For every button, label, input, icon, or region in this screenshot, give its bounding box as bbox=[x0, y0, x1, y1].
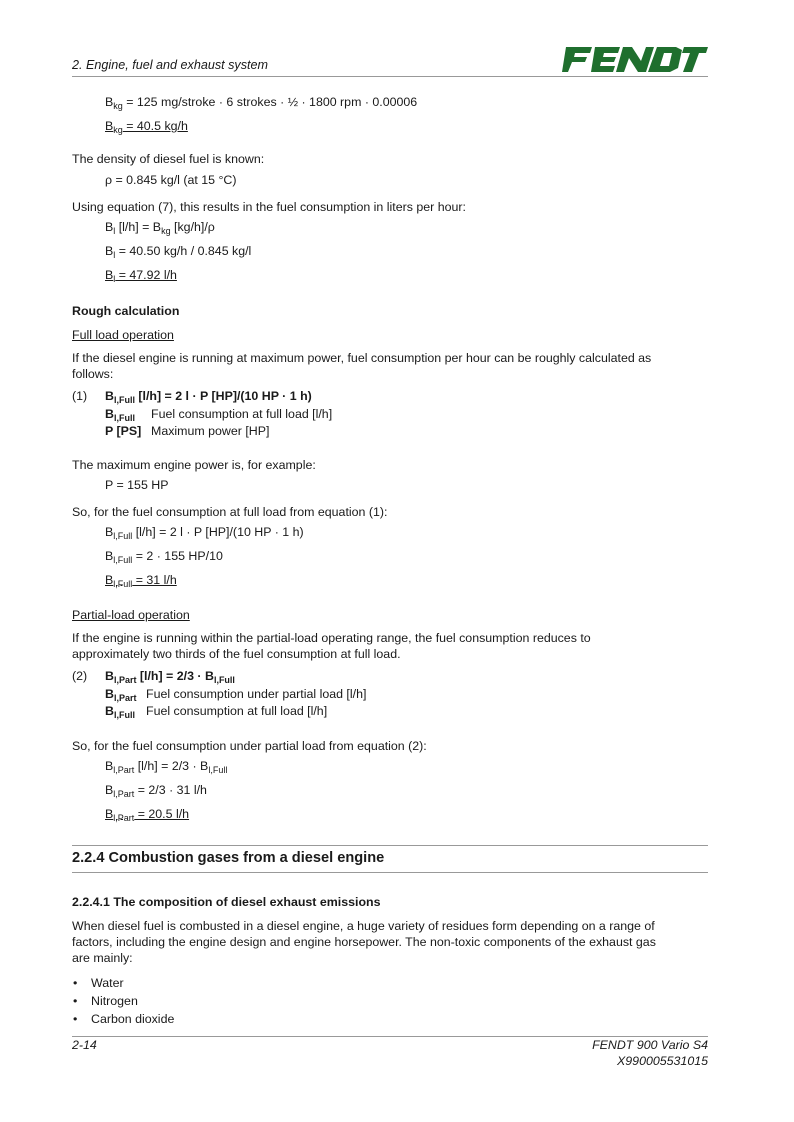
list-item: • Nitrogen bbox=[91, 994, 138, 1008]
full-load-subheading: Full load operation bbox=[72, 328, 174, 342]
formula-bl-definition: $B_l$ $[l/h] = B_{kg}$ [kg/h]/ρ bbox=[105, 220, 215, 236]
partial-load-subheading: Partial-load operation bbox=[72, 608, 190, 622]
equation-2-def-part: $B_{l,Part}$ Fuel consumption under partial load [l/h] bbox=[105, 687, 367, 703]
formula-part-result: $B_{l,Part} = 20.5$ l/h bbox=[105, 807, 190, 823]
partial-load-para-line: If the engine is running within the partial-load operating range, the fuel consumption reduces to bbox=[72, 631, 591, 645]
equation-1-def-p: P [PS] Maximum power [HP] bbox=[105, 424, 270, 438]
full-load-para-line: If the diesel engine is running at maximum power, fuel consumption per hour can be roughly calculated as bbox=[72, 351, 652, 365]
equation-2: $B_{l,Part}$ $[l/h] = 2/3 \cdot B_{l,Full}$ bbox=[105, 669, 235, 685]
formula-full-result: $B_{l,Full} = 31$ l/h bbox=[105, 573, 177, 589]
equation-number: (1) bbox=[72, 389, 88, 403]
formula-part-2: $B_{l,Part} = 2/3 \cdot 31$ l/h bbox=[105, 783, 207, 799]
full-load-so-text: So, for the fuel consumption at full load from equation (1): bbox=[72, 505, 388, 519]
partial-so-text: So, for the fuel consumption under partial load from equation (2): bbox=[72, 739, 427, 753]
formula-bkg-result: $B_{kg} = 40.5$ kg/h bbox=[105, 119, 188, 135]
formula-full-1: $B_{l,Full}$ [l/h] = 2 l · P [HP]/(10 HP · 1 h) bbox=[105, 525, 304, 541]
equation-1-def-bl: $B_{l,Full}$ Fuel consumption at full load [l/h] bbox=[105, 407, 333, 423]
section-heading: 2.2.4 Combustion gases from a diesel engine bbox=[72, 850, 385, 866]
power-value: P = 155 HP bbox=[105, 478, 169, 492]
subsection-para-line: are mainly: bbox=[72, 951, 133, 965]
rough-calc-heading: Rough calculation bbox=[72, 304, 180, 318]
formula-bl-result: $B_l = 47.92$ l/h bbox=[105, 268, 177, 284]
subsection-para-line: factors, including the engine design and engine horsepower. The non-toxic components of the exhaust gas bbox=[72, 935, 656, 949]
list-item: • Carbon dioxide bbox=[91, 1012, 174, 1026]
full-load-para-line: follows: bbox=[72, 367, 114, 381]
equation-number: (2) bbox=[72, 669, 88, 683]
footer-model: FENDT 900 Vario S4 bbox=[592, 1038, 708, 1052]
section-rule-bottom bbox=[72, 872, 708, 873]
footer-rule bbox=[72, 1036, 708, 1037]
fendt-logo bbox=[562, 44, 708, 74]
max-power-text: The maximum engine power is, for example: bbox=[72, 458, 316, 472]
eq7-text: Using equation (7), this results in the fuel consumption in liters per hour: bbox=[72, 200, 466, 214]
page-number: 2-14 bbox=[72, 1038, 97, 1052]
footer-doc-number: X990005531015 bbox=[617, 1054, 708, 1068]
formula-full-2: $B_{l,Full} = 2 \cdot 155$ HP/10 bbox=[105, 549, 223, 565]
density-formula: ρ = 0.845 kg/l (at 15 °C) bbox=[105, 173, 237, 187]
header-rule bbox=[72, 76, 708, 77]
chapter-title: 2. Engine, fuel and exhaust system bbox=[72, 58, 269, 72]
subsection-heading: 2.2.4.1 The composition of diesel exhaust emissions bbox=[72, 895, 381, 909]
list-item: • Water bbox=[91, 976, 124, 990]
equation-2-def-full: $B_{l,Full}$ Fuel consumption at full load [l/h] bbox=[105, 704, 328, 720]
section-rule-top bbox=[72, 845, 708, 846]
subsection-para-line: When diesel fuel is combusted in a diesel engine, a huge variety of residues form depending on a range of bbox=[72, 919, 655, 933]
formula-bl-calc: $B_l = 40.50$ kg/h / 0.845 kg/l bbox=[105, 244, 252, 260]
equation-1: $B_{l,Full}$ [l/h] = 2 l · P [HP]/(10 HP · 1 h) bbox=[105, 389, 312, 405]
density-text: The density of diesel fuel is known: bbox=[72, 152, 265, 166]
formula-bkg-calc: $B_{kg} = 125$ mg/stroke · 6 strokes · ½ · 1800 rpm · 0.00006 bbox=[105, 95, 418, 111]
formula-part-1: $B_{l,Part}$ $[l/h] = 2/3 \cdot B_{l,Full}$ bbox=[105, 759, 228, 775]
partial-load-para-line: approximately two thirds of the fuel consumption at full load. bbox=[72, 647, 401, 661]
